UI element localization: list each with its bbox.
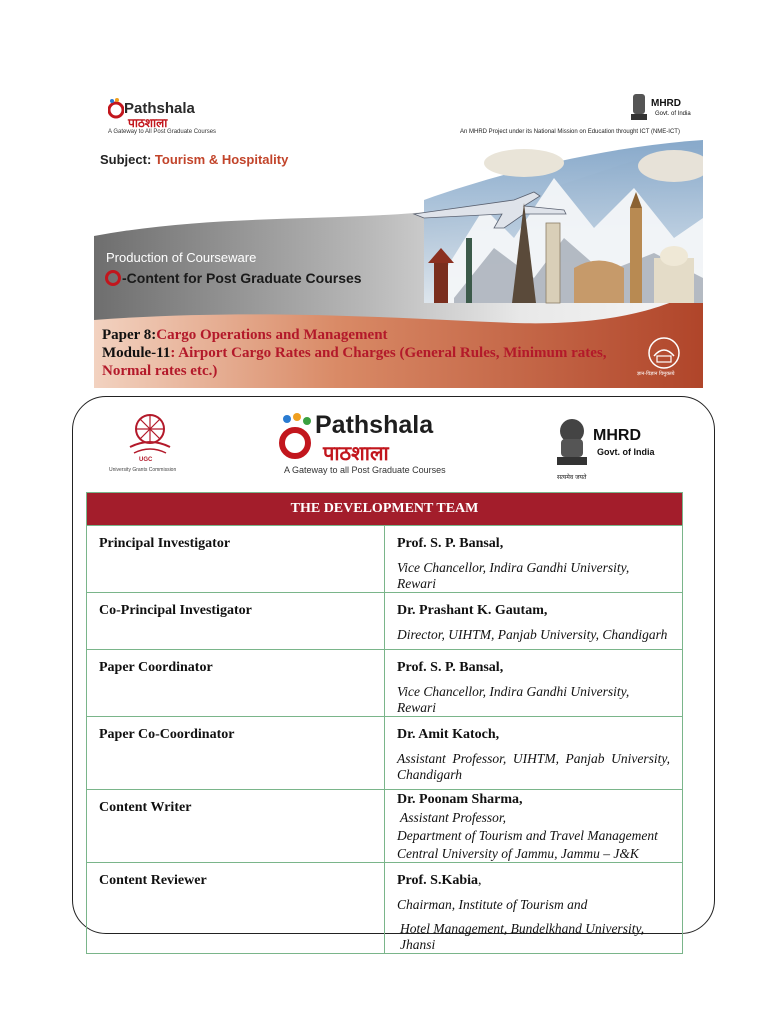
role-cell: Principal Investigator (87, 526, 385, 593)
subject-value: Tourism & Hospitality (154, 152, 289, 167)
person-cell (385, 593, 683, 650)
person-name-text: Prof. S.Kabia (397, 873, 479, 888)
person-desc: Vice Chancellor, Indira Gandhi University, Rewari (397, 560, 630, 591)
ashoka-emblem-icon (553, 417, 591, 473)
paper-title: Cargo Operations and Management (156, 327, 388, 343)
person-desc-line1: Assistant Professor, (400, 810, 507, 825)
course-banner (94, 88, 703, 388)
project-line: An MHRD Project under its National Mission on Education throught ICT (NME-ICT) (460, 129, 680, 135)
university-seal-icon (647, 336, 681, 370)
role-cell: Paper Co-Coordinator (87, 717, 385, 790)
person-name (397, 873, 670, 889)
person-cell (385, 650, 683, 717)
table-row (87, 790, 683, 863)
epathshala-logo-large (279, 411, 469, 477)
person-name: Dr. Prashant K. Gautam, (397, 603, 548, 618)
person-cell (385, 717, 683, 790)
module-label: Module-11 (102, 345, 171, 361)
development-team-table (86, 492, 683, 954)
logo-text-hi: पाठशाला (128, 116, 168, 130)
mhrd-subtitle: Govt. of India (655, 111, 691, 117)
mhrd-logo-large (553, 417, 673, 487)
logo-text-en: Pathshala (124, 100, 195, 117)
person-cell (385, 790, 683, 863)
paper-line (102, 327, 388, 344)
econtent-line: -Content for Post Graduate Courses (122, 270, 362, 286)
ugc-name: UGC (139, 457, 153, 463)
table-row (87, 526, 683, 593)
module-title-cont: Normal rates etc.) (102, 363, 218, 379)
epathshala-e-icon (108, 98, 124, 120)
ugc-logo (101, 411, 201, 481)
epathshala-e-icon-large (279, 413, 317, 463)
person-name: Prof. S. P. Bansal, (397, 660, 504, 675)
seal-caption: ज्ञान-विज्ञान विमुक्तये (637, 371, 675, 377)
epathshala-logo (108, 96, 238, 136)
role-cell: Content Writer (87, 790, 385, 863)
person-desc: Assistant Professor, UIHTM, Panjab University, Chandigarh (397, 751, 670, 782)
mhrd-motto: सत्यमेव जयते (557, 474, 587, 481)
table-row (87, 863, 683, 954)
module-line (102, 344, 607, 380)
person-cell (385, 526, 683, 593)
person-name-suffix: , (478, 873, 482, 888)
mhrd-logo (629, 92, 699, 126)
mhrd-subtitle-large: Govt. of India (597, 447, 655, 457)
role-cell: Co-Principal Investigator (87, 593, 385, 650)
person-desc-line1: Chairman, Institute of Tourism and (397, 897, 588, 912)
logo-tagline: A Gateway to All Post Graduate Courses (108, 129, 217, 135)
person-desc: Vice Chancellor, Indira Gandhi University, Rewari (397, 684, 630, 715)
logo-text-hi-large: पाठशाला (323, 441, 389, 465)
subject-label: Subject: (100, 152, 152, 167)
mhrd-title: MHRD (651, 98, 681, 109)
person-name: Prof. S. P. Bansal, (397, 536, 504, 551)
table-row (87, 593, 683, 650)
mhrd-title-large: MHRD (593, 427, 641, 444)
ugc-full-name: University Grants Commission (109, 467, 177, 473)
emblem-icon (629, 92, 649, 124)
person-desc-line2: Department of Tourism and Travel Management (397, 828, 658, 843)
person-desc-line3: Central University of Jammu, Jammu – J&K (397, 846, 639, 861)
table-header: THE DEVELOPMENT TEAM (87, 493, 683, 526)
role-cell: Content Reviewer (87, 863, 385, 954)
person-name: Dr. Poonam Sharma, (397, 792, 523, 807)
table-row (87, 650, 683, 717)
table-row (87, 717, 683, 790)
role-cell: Paper Coordinator (87, 650, 385, 717)
ugc-emblem-icon (125, 411, 175, 457)
logo-text-en-large: Pathshala (315, 411, 434, 439)
person-name: Dr. Amit Katoch, (397, 727, 500, 742)
person-cell (385, 863, 683, 954)
person-desc: Director, UIHTM, Panjab University, Chandigarh (397, 627, 668, 642)
production-line: Production of Courseware (106, 250, 257, 265)
module-title: : Airport Cargo Rates and Charges (General Rules, Minimum rates, (170, 345, 607, 361)
subject-line (100, 152, 288, 167)
paper-label: Paper 8: (102, 327, 157, 343)
econtent-e-icon (104, 267, 122, 287)
development-team-card (72, 396, 715, 952)
person-desc-line2: Hotel Management, Bundelkhand University, Jhansi (400, 921, 645, 952)
logo-tagline-large: A Gateway to all Post Graduate Courses (284, 465, 446, 475)
